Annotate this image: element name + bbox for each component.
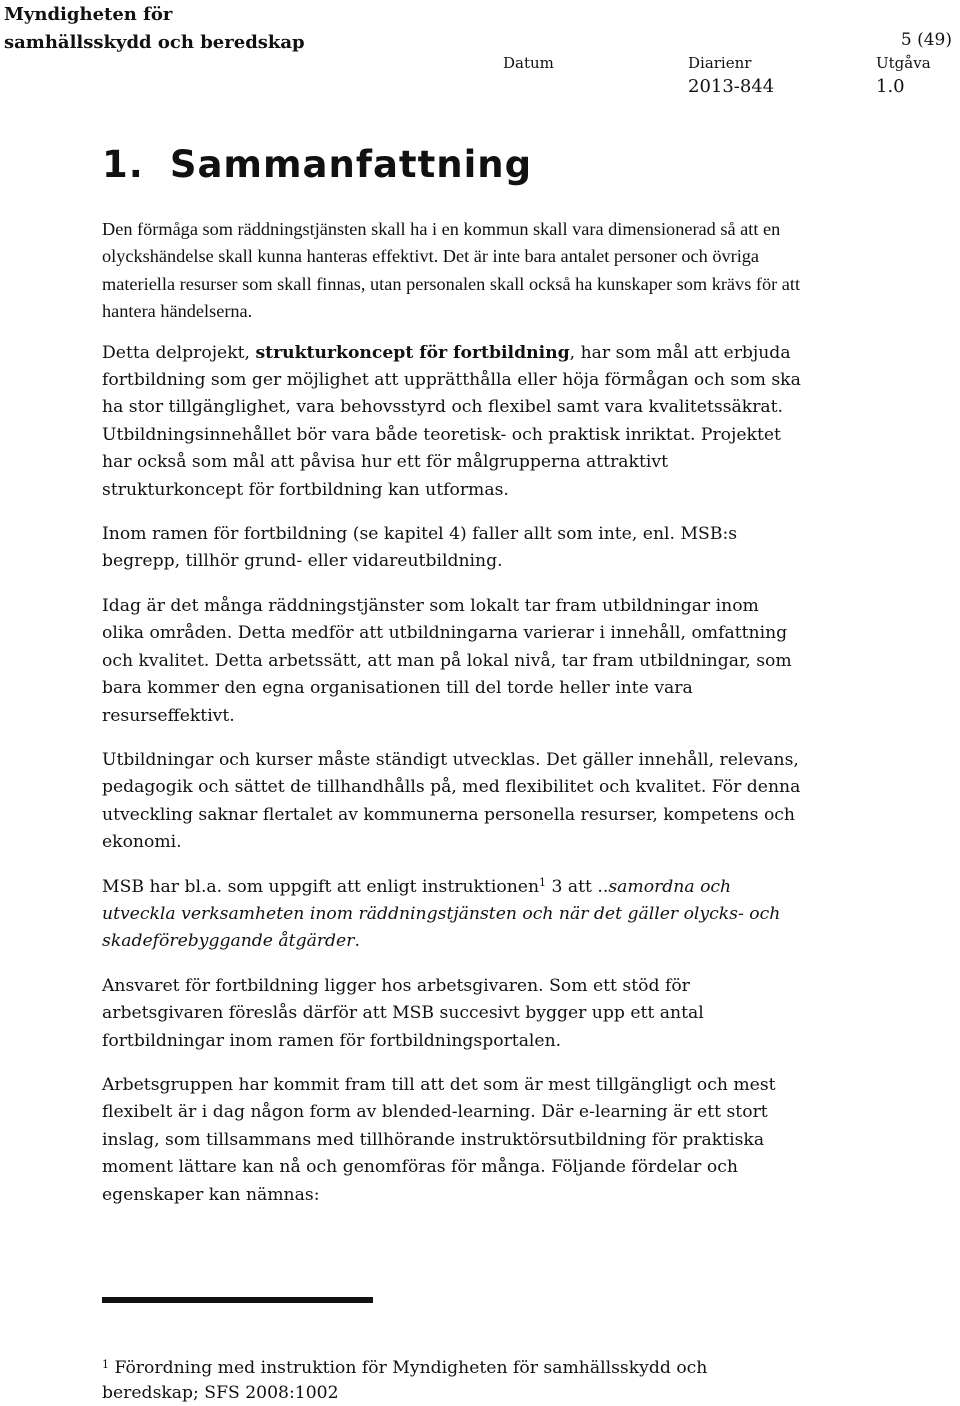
footnote-separator [102,1297,373,1303]
paragraph-8: Arbetsgruppen har kommit fram till att det som är mest tillgängligt och mest flexibelt är i dag någon form av blended-learning. Där e-learning är ett stort inslag, som tillsammans med tillhörande instruktörsutbildning för praktiska moment lättare kan nå och genomföras för många. Följande fördelar och egenskaper kan nämnas: [102,1074,776,1205]
paragraph-6-end: . [354,931,360,952]
section-heading [102,143,532,186]
organization-name-line2: samhällsskydd och beredskap [4,32,305,53]
page-number: 5 (49) [900,30,952,50]
organization-name [4,1,305,57]
section-number: 1. [102,143,144,186]
paragraph-5: Utbildningar och kurser måste ständigt utvecklas. Det gäller innehåll, relevans, pedagogik och sättet de tillhandhålls på, med flexibilitet och kvalitet. För denna utveckling saknar flertalet av kommunerna personella resurser, kompetens och ekonomi. [102,749,801,853]
paragraph-2 [102,340,802,504]
utgava-value: 1.0 [876,76,905,97]
paragraph-6 [102,874,802,956]
paragraph-7: Ansvaret för fortbildning ligger hos arbetsgivaren. Som ett stöd för arbetsgivaren föreslås därför att MSB succesivt bygger upp ett antal fortbildningar inom ramen för fortbildningsportalen. [102,975,704,1051]
utgava-label: Utgåva [876,54,931,72]
body-text [102,216,802,1226]
paragraph-6-quote: samordna och utveckla verksamheten inom räddningstjänsten och när det gäller olycks- och skadeförebyggande åtgärder [102,876,781,952]
paragraph-6-start: MSB har bl.a. som uppgift att enligt instruktionen [102,876,540,897]
date-label: Datum [503,54,554,72]
paragraph-1: Den förmåga som räddningstjänsten skall ha i en kommun skall vara dimensionerad så att en olyckshändelse skall kunna hanteras effektivt. Det är inte bara antalet personer och övriga materiella resurser som skall finnas, utan personalen skall också ha kunskaper som krävs för att hantera händelserna. [102,219,801,322]
organization-name-line1: Myndigheten för [4,4,173,25]
paragraph-6-section: 3 [546,876,563,897]
footnote [102,1356,802,1406]
diarienr-value: 2013-844 [688,76,775,97]
paragraph-2-bold: strukturkoncept för fortbildning [255,342,570,363]
paragraph-4: Idag är det många räddningstjänster som lokalt tar fram utbildningar inom olika områden. Detta medför att utbildningarna varierar i innehåll, omfattning och kvalitet. Detta arbetssätt, att man på lokal nivå, tar fram utbildningar, som bara kommer den egna organisationen till del torde heller inte vara resurseffektivt. [102,595,792,726]
paragraph-2-start: Detta delprojekt, [102,342,256,363]
section-title: Sammanfattning [169,143,533,186]
diarienr-label: Diarienr [688,54,752,72]
paragraph-6-att: att .. [562,876,609,897]
footnote-reference: 1 [539,875,547,889]
paragraph-2-rest: , har som mål att erbjuda fortbildning som ger möjlighet att upprätthålla eller höja förmågan och som ska ha stor tillgänglighet, vara behovsstyrd och flexibel samt vara kvalitetssäkrat. Utbildningsinnehållet bör vara både teoretisk- och praktisk inriktat. Projektet har också som mål att påvisa hur ett för målgrupperna attraktivt strukturkoncept för fortbildning kan utformas. [102,342,801,500]
footnote-text: Förordning med instruktion för Myndigheten för samhällsskydd och beredskap; SFS 2008:1002 [102,1358,708,1403]
footnote-marker: 1 [102,1358,109,1371]
paragraph-3: Inom ramen för fortbildning (se kapitel 4) faller allt som inte, enl. MSB:s begrepp, tillhör grund- eller vidareutbildning. [102,524,738,572]
